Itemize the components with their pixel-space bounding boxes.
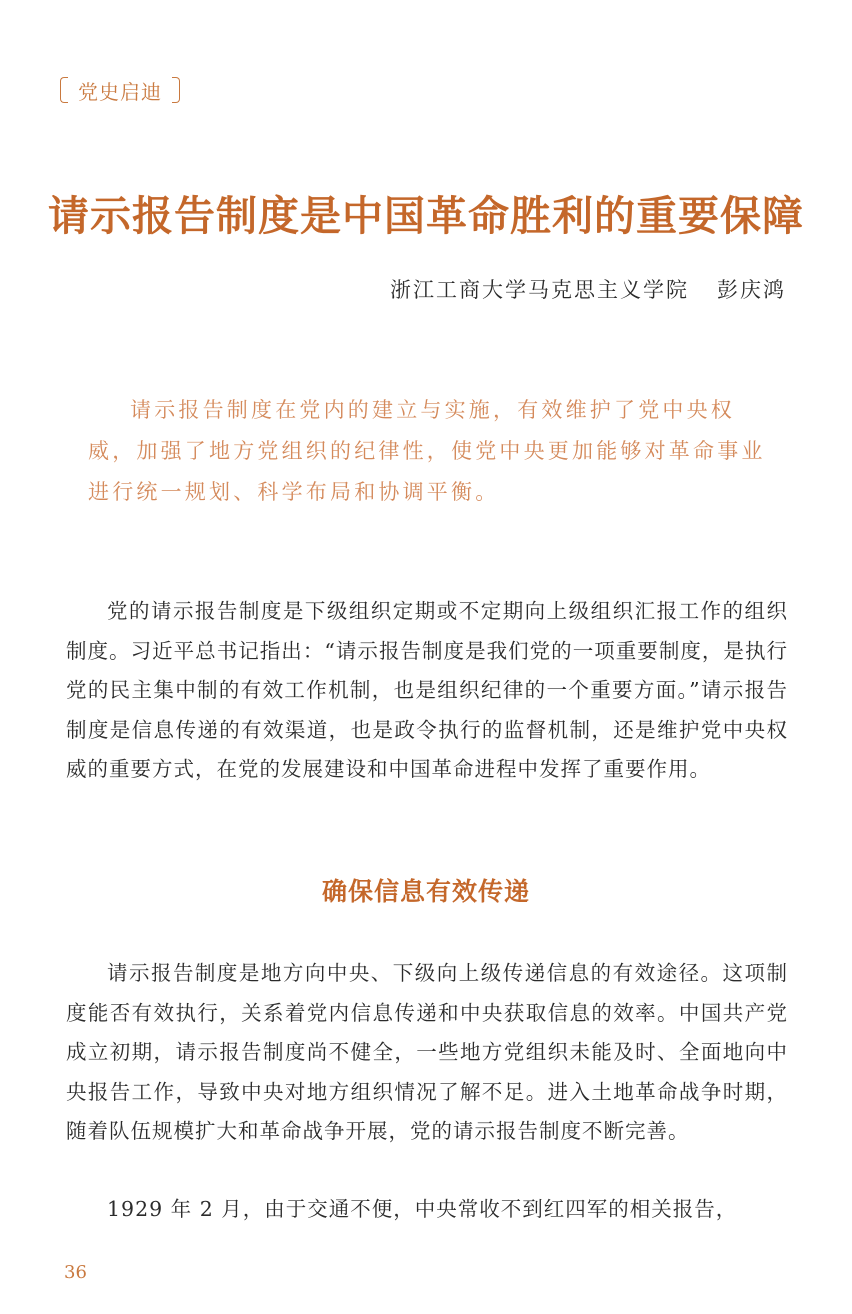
article-abstract: 请示报告制度在党内的建立与实施，有效维护了党中央权威，加强了地方党组织的纪律性，使党中央更加能够对革命事业进行统一规划、科学布局和协调平衡。	[88, 398, 766, 504]
section-heading: 确保信息有效传递	[321, 877, 530, 906]
article-title: 请示报告制度是中国革命胜利的重要保障	[48, 192, 804, 240]
body-paragraph: 请示报告制度是地方向中央、下级向上级传递信息的有效途径。这项制度能否有效执行，关系着党内信息传递和中央获取信息的效率。中国共产党成立初期，请示报告制度尚不健全，一些地方党组织未能及时、全面地向中央报告工作，导致中央对地方组织情况了解不足。进入土地革命战争时期，随着队伍规模扩大和革命战争开展，党的请示报告制度不断完善。	[66, 961, 788, 1143]
right-bracket-decoration	[172, 77, 180, 103]
author-affiliation: 浙江工商大学马克思主义学院	[390, 278, 689, 302]
body-paragraph: 党的请示报告制度是下级组织定期或不定期向上级组织汇报工作的组织制度。习近平总书记指出：“请示报告制度是我们党的一项重要制度，是执行党的民主集中制的有效工作机制，也是组织纪律的一个重要方面。”请示报告制度是信息传递的有效渠道，也是政令执行的监督机制，还是维护党中央权威的重要方式，在党的发展建设和中国革命进程中发挥了重要作用。	[66, 599, 788, 781]
page-number: 36	[64, 1262, 87, 1283]
body-paragraph: 1929 年 2 月，由于交通不便，中央常收不到红四军的相关报告，	[107, 1197, 738, 1221]
left-bracket-decoration	[60, 77, 68, 103]
author-name: 彭庆鸿	[717, 278, 786, 302]
author-line	[390, 274, 786, 304]
section-tag	[60, 74, 180, 106]
section-tag-label: 党史启迪	[78, 79, 162, 104]
